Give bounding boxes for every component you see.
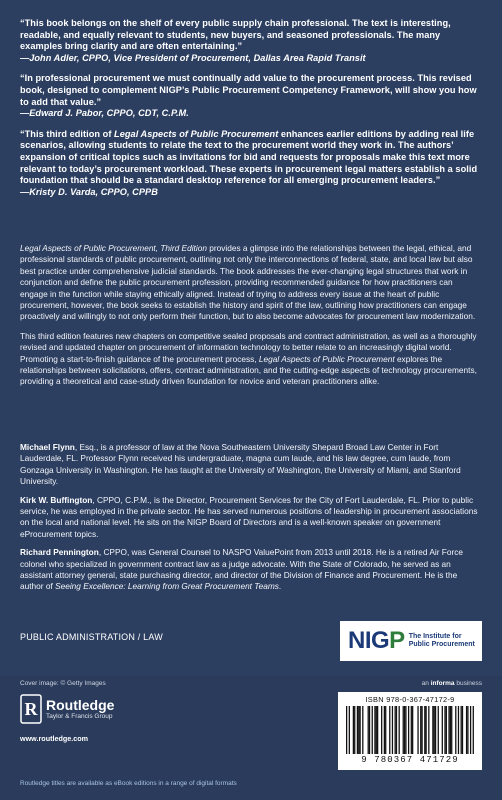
nigp-wordmark: NIGP — [348, 627, 405, 654]
publisher-name: Routledge — [46, 696, 115, 713]
isbn-barcode — [338, 692, 482, 770]
publisher-url[interactable]: www.routledge.com — [20, 734, 89, 743]
endorsement-quote — [20, 18, 482, 64]
barcode-icon — [346, 706, 474, 756]
author-name: Michael Flynn — [20, 442, 75, 452]
informa-note: an informa business — [421, 680, 482, 687]
book-description — [20, 243, 482, 396]
ebook-note: Routledge titles are available as eBook editions in a range of digital formats — [20, 780, 237, 787]
routledge-logo — [20, 694, 114, 724]
author-name: Richard Pennington — [20, 547, 99, 558]
description-paragraph: This third edition features new chapters on competitive sealed proposals and contract administration, as well as a thoroughly revised and updated chapter on procurement of information technology to better relate to an increasingly digital world. Promoting a start-to-finish guidance of the procurement process, Legal Aspects of Public Procurement explores the relationships between solicitations, offers, contract administration, and the cutting-edge aspects of technology procurements, providing a theoretical and case-study driven foundation for novice and veteran practitioners alike. — [20, 330, 477, 387]
routledge-logo-icon — [20, 694, 42, 724]
author-bio: Richard Pennington, CPPO, was General Counsel to NASPO ValuePoint from 2013 until 2018. He is a retired Air Force colonel who specialized in government contract law as a judge advocate. With the State of Colorado, he served as an assistant attorney general, state purchasing director, and director of the Division of Finance and Procurement. He is the author of Seeing Excellence: Learning from Great Procurement Teams. — [20, 547, 463, 592]
quote-text: enhances earlier editions by adding real life scenarios, allowing students to relate the text to the procurement world they work in. The authors’ expansion of critical topics such as invitations for bid and requests for proposals make this text more relevant to today’s procurement workload. These experts in procurement legal matters establish a solid foundation that should be a standard desktop reference for all emerging procurement leaders.” — [20, 128, 478, 186]
quote-text: “In professional procurement we must continually add value to the procurement process. This revised book, designed to complement NIGP’s Public Procurement Competency Framework, will show you how to add that value.” — [20, 73, 477, 107]
quote-book-title: Legal Aspects of Public Procurement — [114, 128, 279, 139]
subject-category: PUBLIC ADMINISTRATION / LAW — [20, 632, 163, 642]
quote-attribution: —John Adler, CPPO, Vice President of Procurement, Dallas Area Rapid Transit — [20, 52, 366, 63]
author-bios — [20, 442, 482, 600]
endorsements — [20, 18, 482, 207]
nigp-tagline: The Institute for Public Procurement — [408, 633, 475, 648]
quote-attribution: —Kristy D. Varda, CPPO, CPPB — [20, 186, 158, 197]
barcode-digits: 9 780367 471729 — [361, 755, 459, 765]
quote-text: “This book belongs on the shelf of every public supply chain professional. The text is interesting, readable, and equally relevant to students, new buyers, and seasoned professionals. The many examples bring clarity and are often entertaining.” — [20, 18, 451, 52]
publisher-group: Taylor & Francis Group — [46, 712, 113, 720]
cover-credit: Cover image: © Getty Images — [20, 680, 106, 687]
author-book-title: Seeing Excellence: Learning from Great Procurement Teams — [55, 581, 279, 592]
svg-text:R: R — [24, 699, 38, 719]
endorsement-quote — [20, 129, 482, 199]
author-bio: Kirk W. Buffington, CPPO, C.P.M., is the Director, Procurement Services for the City of Fort Lauderdale, FL. Prior to public service, he was employed in the private sector. He has served numerous positions of leadership in procurement associations on the local and national level. He sits on the NIGP Board of Directors and is a well-known speaker on government eProcurement topics. — [20, 494, 478, 539]
quote-text-prefix: “This third edition of — [20, 128, 115, 139]
isbn-number: ISBN 978-0-367-47172-9 — [365, 695, 455, 704]
book-title: Legal Aspects of Public Procurement, Third Edition — [20, 243, 207, 253]
nigp-logo — [340, 621, 482, 661]
endorsement-quote — [20, 73, 482, 119]
quote-attribution: —Edward J. Pabor, CPPO, CDT, C.P.M. — [20, 108, 189, 119]
description-paragraph: Legal Aspects of Public Procurement, Third Edition provides a glimpse into the relationships between the legal, ethical, and professional standards of public procurement, outlining not only the interconnections of federal, state, and local law but also best practice under comprehensive judicial standards. The book addresses the ever-changing legal structures that work in conjunction and define the public procurement profession, providing recommended guidance for how practitioners can engage in the function while staying ethically aligned. Instead of trying to address every issue at the heart of public procurement, however, the book seeks to establish the history and spirit of the law, outlining how practitioners can engage proactively and willingly to not only perform their function, but to also become advocates for procurement law modernization. — [20, 243, 476, 322]
author-bio: Michael Flynn, Esq., is a professor of law at the Nova Southeastern University Shepard Broad Law Center in Fort Lauderdale, FL. Professor Flynn received his undergraduate, magna cum laude, and his law degree, cum laude, from Gonzaga University in Washington. He has taught at the University of Washington, the University of Miami, and Stanford University. — [20, 442, 461, 487]
book-title: Legal Aspects of Public Procurement — [258, 353, 395, 364]
author-name: Kirk W. Buffington — [20, 494, 93, 505]
